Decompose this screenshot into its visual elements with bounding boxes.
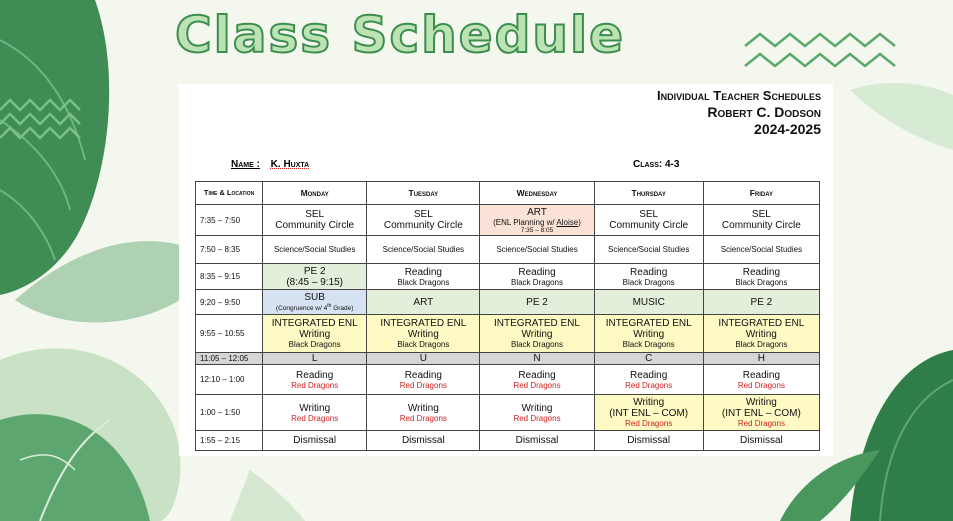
schedule-cell: Science/Social Studies [594, 236, 703, 264]
schedule-cell [480, 315, 594, 353]
cell-subtitle: Writing [521, 329, 553, 340]
cell-title: Reading [630, 369, 668, 381]
cell-title: Writing [745, 397, 777, 408]
cell-group: Red Dragons [513, 380, 561, 390]
cell-group: Red Dragons [625, 419, 673, 428]
schedule-cell [703, 395, 819, 431]
schedule-cell [263, 264, 367, 290]
cell-title: Reading [742, 266, 781, 278]
cell-title: Writing [299, 402, 331, 414]
schedule-cell [367, 205, 480, 236]
cell-title: SEL [751, 209, 771, 220]
schedule-document [179, 84, 833, 456]
cell-title: Writing [521, 402, 553, 414]
cell-group: Red Dragons [399, 380, 447, 390]
cell-subtitle: Community Circle [275, 220, 355, 231]
document-header [657, 88, 821, 138]
schedule-table [195, 181, 820, 451]
schedule-cell: Dismissal [594, 431, 703, 451]
cell-group: Black Dragons [510, 277, 564, 287]
cell-subtitle: (INT ENL – COM) [721, 408, 801, 419]
table-row [196, 236, 820, 264]
cell-title: PE 2 [303, 265, 326, 277]
cell-group: Red Dragons [291, 413, 339, 423]
cell-title: SEL [305, 209, 325, 220]
schedule-cell [263, 205, 367, 236]
schedule-cell [703, 205, 819, 236]
cell-group: Black Dragons [288, 340, 341, 349]
column-header: Monday [263, 182, 367, 205]
column-header: Friday [703, 182, 819, 205]
schedule-cell [263, 290, 367, 315]
cell-title: Reading [518, 266, 556, 278]
schedule-cell [367, 395, 480, 431]
header-line-2: Robert C. Dodson [707, 104, 821, 120]
cell-group: Black Dragons [622, 277, 675, 287]
header-line-3: 2024-2025 [754, 121, 821, 137]
schedule-cell [594, 365, 703, 395]
header-row [196, 182, 820, 205]
table-row [196, 205, 820, 236]
name-value: K. Huxta [270, 159, 310, 170]
page-title: Class Schedule [174, 6, 626, 64]
table-row [196, 365, 820, 395]
time-cell: 1:55 – 2:15 [196, 431, 263, 451]
schedule-cell [263, 365, 367, 395]
cell-time: 7:35 – 8:05 [520, 226, 554, 234]
cell-title: SEL [413, 209, 433, 220]
cell-title: Reading [630, 266, 668, 278]
time-cell: 1:00 – 1:50 [196, 395, 263, 431]
schedule-cell: Dismissal [263, 431, 367, 451]
schedule-cell [480, 264, 594, 290]
cell-subtitle: Community Circle [721, 220, 801, 231]
cell-title: Reading [404, 266, 442, 278]
cell-note: (Congruence w/ 4th Grade) [275, 302, 354, 313]
column-header: Time & Location [196, 182, 263, 205]
class-label: Class: 4-3 [633, 159, 680, 170]
cell-group: Black Dragons [397, 340, 450, 349]
cell-title: ART [527, 206, 547, 218]
schedule-cell [367, 365, 480, 395]
schedule-cell [594, 315, 703, 353]
lunch-letter: U [367, 353, 480, 365]
column-header: Wednesday [480, 182, 594, 205]
schedule-cell [480, 365, 594, 395]
schedule-cell: Science/Social Studies [703, 236, 819, 264]
schedule-cell: Science/Social Studies [367, 236, 480, 264]
table-row [196, 395, 820, 431]
cell-group: Red Dragons [737, 419, 785, 428]
schedule-cell [263, 395, 367, 431]
table-row [196, 290, 820, 315]
lunch-letter: H [703, 353, 819, 365]
header-line-1: Individual Teacher Schedules [657, 88, 821, 103]
schedule-cell: MUSIC [594, 290, 703, 315]
schedule-cell: Science/Social Studies [263, 236, 367, 264]
cell-subtitle: Community Circle [383, 220, 463, 231]
cell-subtitle: Writing [299, 329, 331, 340]
time-cell: 7:50 – 8:35 [196, 236, 263, 264]
schedule-cell [594, 205, 703, 236]
table-row [196, 315, 820, 353]
cell-title: Reading [296, 369, 334, 381]
cell-group: Black Dragons [510, 340, 564, 349]
schedule-cell: ART [367, 290, 480, 315]
lunch-letter: C [594, 353, 703, 365]
schedule-cell [263, 315, 367, 353]
teacher-name-row [231, 159, 309, 170]
schedule-cell [367, 315, 480, 353]
schedule-cell: Science/Social Studies [480, 236, 594, 264]
table-row [196, 264, 820, 290]
cell-group: Black Dragons [397, 277, 450, 287]
cell-title: Reading [518, 369, 556, 381]
cell-title: INTEGRATED ENL [380, 318, 467, 329]
time-cell: 9:55 – 10:55 [196, 315, 263, 353]
schedule-cell [703, 264, 819, 290]
cell-subtitle: Writing [745, 329, 777, 340]
name-label: Name : [231, 159, 260, 170]
schedule-cell: PE 2 [703, 290, 819, 315]
schedule-cell [594, 395, 703, 431]
cell-group: Red Dragons [625, 380, 673, 390]
lunch-letter: L [263, 353, 367, 365]
cell-subtitle: Writing [407, 329, 439, 340]
cell-time: (8:45 – 9:15) [286, 276, 344, 288]
schedule-cell [703, 365, 819, 395]
cell-title: SEL [639, 209, 659, 220]
schedule-cell [594, 264, 703, 290]
table-row [196, 431, 820, 451]
lunch-letter: N [480, 353, 594, 365]
schedule-cell [367, 264, 480, 290]
schedule-cell [480, 205, 594, 236]
cell-title: Writing [407, 402, 439, 414]
cell-title: Reading [742, 369, 781, 381]
cell-group: Black Dragons [735, 340, 788, 349]
cell-group: Red Dragons [737, 380, 785, 390]
cell-title: INTEGRATED ENL [605, 318, 692, 329]
schedule-cell: Dismissal [703, 431, 819, 451]
time-cell: 9:20 – 9:50 [196, 290, 263, 315]
cell-group: Black Dragons [735, 277, 788, 287]
schedule-cell: PE 2 [480, 290, 594, 315]
cell-subtitle: Community Circle [609, 220, 689, 231]
cell-note: (ENL Planning w/ Aloise) [493, 217, 581, 227]
cell-title: INTEGRATED ENL [271, 318, 358, 329]
column-header: Thursday [594, 182, 703, 205]
lunch-row [196, 353, 820, 365]
cell-subtitle: (INT ENL – COM) [609, 408, 689, 419]
cell-subtitle: Writing [633, 329, 665, 340]
cell-group: Red Dragons [399, 413, 447, 423]
time-cell: 8:35 – 9:15 [196, 264, 263, 290]
time-cell: 11:05 – 12:05 [196, 353, 263, 365]
schedule-cell [480, 395, 594, 431]
schedule-cell: Dismissal [367, 431, 480, 451]
schedule-cell [703, 315, 819, 353]
cell-title: INTEGRATED ENL [494, 318, 580, 329]
cell-group: Red Dragons [513, 413, 561, 423]
cell-title: Writing [633, 397, 665, 408]
column-header: Tuesday [367, 182, 480, 205]
time-cell: 7:35 – 7:50 [196, 205, 263, 236]
cell-title: Reading [404, 369, 442, 381]
cell-group: Red Dragons [291, 380, 339, 390]
cell-title: INTEGRATED ENL [718, 318, 805, 329]
cell-title: SUB [304, 291, 325, 303]
time-cell: 12:10 – 1:00 [196, 365, 263, 395]
cell-group: Black Dragons [622, 340, 675, 349]
schedule-cell: Dismissal [480, 431, 594, 451]
